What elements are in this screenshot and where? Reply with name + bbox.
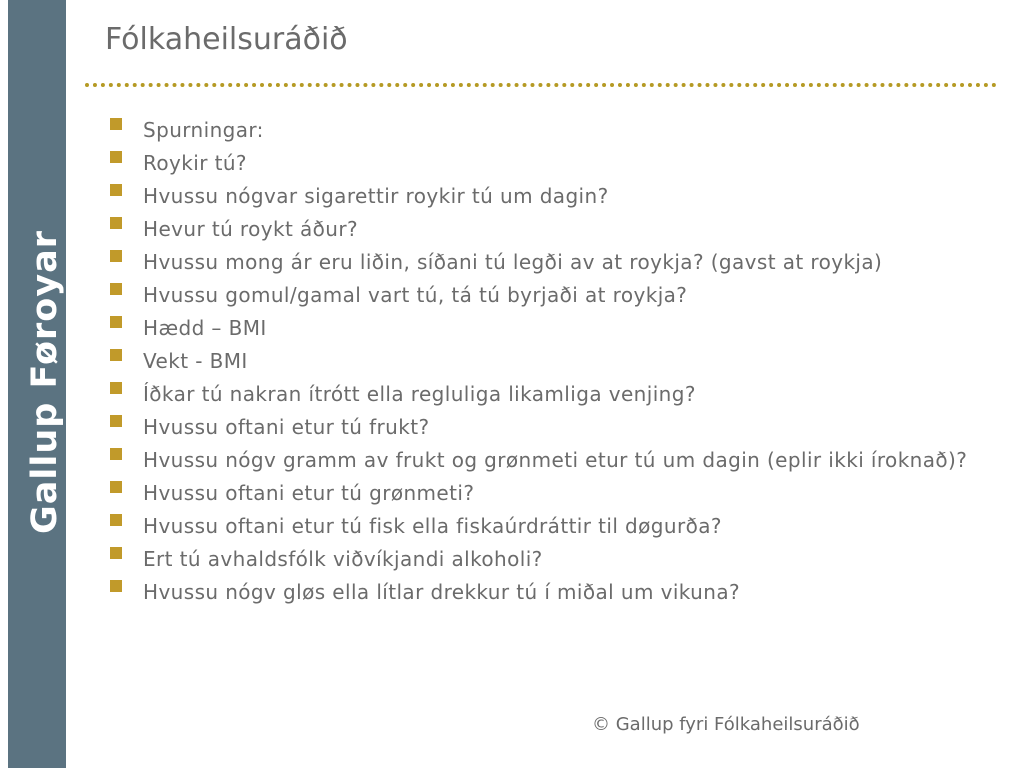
list-item: [107, 414, 977, 440]
list-item: [107, 381, 977, 407]
list-item: [107, 315, 977, 341]
list-item: [107, 216, 977, 242]
square-bullet-icon: [110, 382, 122, 394]
square-bullet-icon: [110, 448, 122, 460]
square-bullet-icon: [110, 349, 122, 361]
list-item: [107, 282, 977, 308]
title-divider: [85, 83, 997, 87]
list-item-text: Hvussu oftani etur tú grønmeti?: [143, 481, 475, 505]
list-item: [107, 513, 977, 539]
sidebar-band: [8, 0, 66, 768]
square-bullet-icon: [110, 250, 122, 262]
square-bullet-icon: [110, 118, 122, 130]
square-bullet-icon: [110, 580, 122, 592]
list-item-text: Hvussu nógv gramm av frukt og grønmeti etur tú um dagin (eplir ikki íroknað)?: [143, 448, 968, 472]
slide-title: Fólkaheilsuráðið: [105, 22, 348, 57]
list-item-text: Hvussu oftani etur tú frukt?: [143, 415, 430, 439]
question-list: [107, 117, 977, 612]
list-item: [107, 183, 977, 209]
list-item-text: Ert tú avhaldsfólk viðvíkjandi alkoholi?: [143, 547, 543, 571]
list-item-text: Hevur tú roykt áður?: [143, 217, 358, 241]
list-item-text: Íðkar tú nakran ítrótt ella regluliga likamliga venjing?: [143, 382, 696, 406]
square-bullet-icon: [110, 184, 122, 196]
list-item: [107, 546, 977, 572]
list-item: [107, 480, 977, 506]
list-item: [107, 249, 977, 275]
square-bullet-icon: [110, 547, 122, 559]
list-item-text: Roykir tú?: [143, 151, 247, 175]
list-item: [107, 150, 977, 176]
list-item-text: Spurningar:: [143, 118, 264, 142]
list-item-text: Hvussu mong ár eru liðin, síðani tú legði av at roykja? (gavst at roykja): [143, 250, 883, 274]
list-item: [107, 348, 977, 374]
square-bullet-icon: [110, 217, 122, 229]
list-item-text: Hvussu nógv gløs ella lítlar drekkur tú í miðal um vikuna?: [143, 580, 740, 604]
list-item-text: Hvussu nógvar sigarettir roykir tú um dagin?: [143, 184, 609, 208]
square-bullet-icon: [110, 481, 122, 493]
square-bullet-icon: [110, 151, 122, 163]
list-item: [107, 117, 977, 143]
square-bullet-icon: [110, 316, 122, 328]
list-item: [107, 447, 977, 473]
square-bullet-icon: [110, 514, 122, 526]
list-item-text: Hvussu oftani etur tú fisk ella fiskaúrdráttir til døgurða?: [143, 514, 722, 538]
list-item: [107, 579, 977, 605]
list-item-text: Vekt - BMI: [143, 349, 248, 373]
brand-label: Gallup Føroyar: [25, 229, 65, 535]
list-item-text: Hvussu gomul/gamal vart tú, tá tú byrjaði at roykja?: [143, 283, 688, 307]
square-bullet-icon: [110, 415, 122, 427]
list-item-text: Hædd – BMI: [143, 316, 267, 340]
copyright-footer: © Gallup fyri Fólkaheilsuráðið: [592, 714, 860, 735]
square-bullet-icon: [110, 283, 122, 295]
